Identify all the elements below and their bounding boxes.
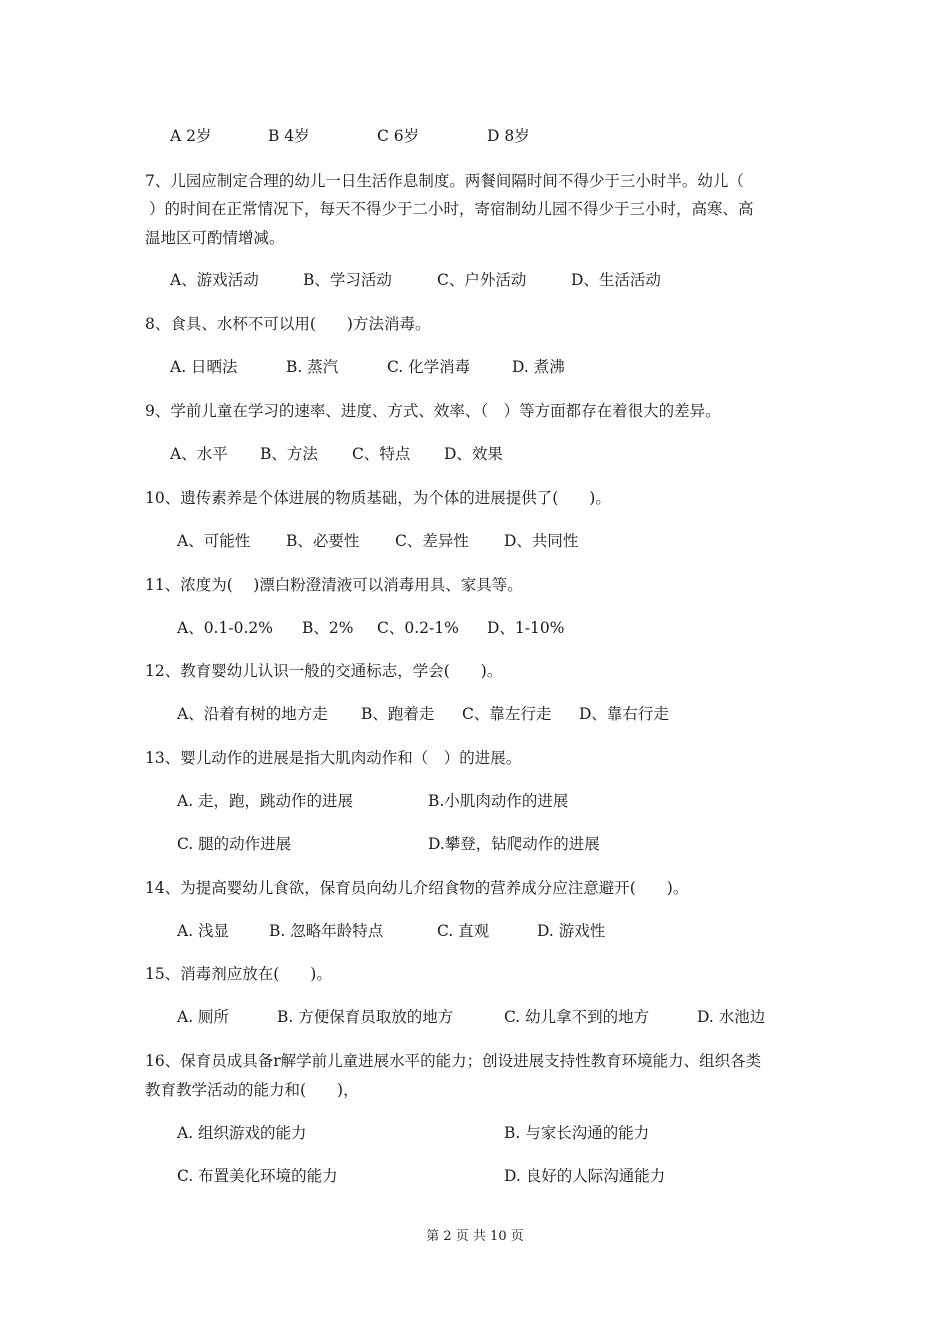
q7-option-c: C、户外活动 — [437, 271, 527, 289]
q12-option-a: A、沿着有树的地方走 — [177, 705, 328, 723]
q6-option-a: A 2岁 — [170, 127, 212, 145]
q15-text: 15、消毒剂应放在( )。 — [145, 965, 332, 983]
q12-option-b: B、跑着走 — [361, 705, 435, 723]
q11-option-d: D、1-10% — [487, 619, 565, 637]
q10-option-a: A、可能性 — [177, 532, 251, 550]
q7-text-line-2: ）的时间在正常情况下，每天不得少于二小时，寄宿制幼儿园不得少于三小时，高寒、高 — [149, 200, 754, 218]
q13-option-a: A. 走，跑，跳动作的进展 — [177, 792, 354, 810]
q11-option-c: C、0.2-1% — [377, 619, 459, 637]
q9-option-a: A、水平 — [170, 445, 228, 463]
q12-option-c: C、靠左行走 — [462, 705, 552, 723]
q10-text: 10、遗传素养是个体进展的物质基础，为个体的进展提供了( )。 — [145, 489, 611, 507]
q8-option-b: B. 蒸汽 — [286, 358, 339, 376]
q10-option-c: C、差异性 — [395, 532, 469, 550]
q16-option-b: B. 与家长沟通的能力 — [504, 1124, 650, 1142]
q10-option-b: B、必要性 — [286, 532, 360, 550]
q8-text: 8、食具、水杯不可以用( )方法消毒。 — [145, 315, 431, 333]
q7-option-d: D、生活活动 — [571, 271, 661, 289]
q15-option-b: B. 方便保育员取放的地方 — [277, 1008, 454, 1026]
q9-option-b: B、方法 — [260, 445, 318, 463]
q14-option-d: D. 游戏性 — [537, 922, 606, 940]
q9-option-c: C、特点 — [352, 445, 411, 463]
page-number-footer: 第 2 页 共 10 页 — [426, 1229, 524, 1244]
q14-option-a: A. 浅显 — [177, 922, 230, 940]
q8-option-c: C. 化学消毒 — [387, 358, 471, 376]
q14-text: 14、为提高婴幼儿食欲，保育员向幼儿介绍食物的营养成分应注意避开( )。 — [145, 879, 689, 897]
q8-option-d: D. 煮沸 — [512, 358, 565, 376]
q13-option-c: C. 腿的动作进展 — [177, 835, 292, 853]
q13-text: 13、婴儿动作的进展是指大肌肉动作和（ ）的进展。 — [145, 749, 522, 767]
q13-option-b: B.小肌肉动作的进展 — [428, 792, 569, 810]
q16-option-a: A. 组织游戏的能力 — [177, 1124, 307, 1142]
q16-text-line-1: 16、保育员成具备r解学前儿童进展水平的能力；创设进展支持性教育环境能力、组织各类 — [145, 1052, 762, 1070]
q7-text-line-1: 7、儿园应制定合理的幼儿一日生活作息制度。两餐间隔时间不得少于三小时半。幼儿（ — [145, 172, 744, 190]
q13-option-d: D.攀登，钻爬动作的进展 — [428, 835, 600, 853]
q6-option-b: B 4岁 — [268, 127, 310, 145]
q6-option-c: C 6岁 — [377, 127, 420, 145]
q15-option-a: A. 厕所 — [177, 1008, 230, 1026]
q16-text-line-2: 教育教学活动的能力和( )， — [145, 1081, 359, 1099]
q6-option-d: D 8岁 — [487, 127, 530, 145]
q11-text: 11、浓度为( )漂白粉澄清液可以消毒用具、家具等。 — [145, 576, 523, 594]
q16-option-d: D. 良好的人际沟通能力 — [504, 1167, 666, 1185]
q9-text: 9、学前儿童在学习的速率、进度、方式、效率、（ ）等方面都存在着很大的差异。 — [145, 402, 721, 420]
q7-text-line-3: 温地区可酌情增减。 — [145, 229, 285, 247]
q14-option-c: C. 直观 — [437, 922, 490, 940]
q14-option-b: B. 忽略年龄特点 — [269, 922, 384, 940]
q10-option-d: D、共同性 — [504, 532, 579, 550]
q15-option-d: D. 水池边 — [697, 1008, 766, 1026]
q8-option-a: A. 日晒法 — [170, 358, 238, 376]
q11-option-a: A、0.1-0.2% — [177, 619, 273, 637]
q11-option-b: B、2% — [302, 619, 354, 637]
q12-text: 12、教育婴幼儿认识一般的交通标志，学会( )。 — [145, 662, 503, 680]
q15-option-c: C. 幼儿拿不到的地方 — [504, 1008, 650, 1026]
q12-option-d: D、靠右行走 — [579, 705, 669, 723]
q9-option-d: D、效果 — [444, 445, 503, 463]
q7-option-a: A、游戏活动 — [170, 271, 259, 289]
q7-option-b: B、学习活动 — [303, 271, 392, 289]
q16-option-c: C. 布置美化环境的能力 — [177, 1167, 338, 1185]
